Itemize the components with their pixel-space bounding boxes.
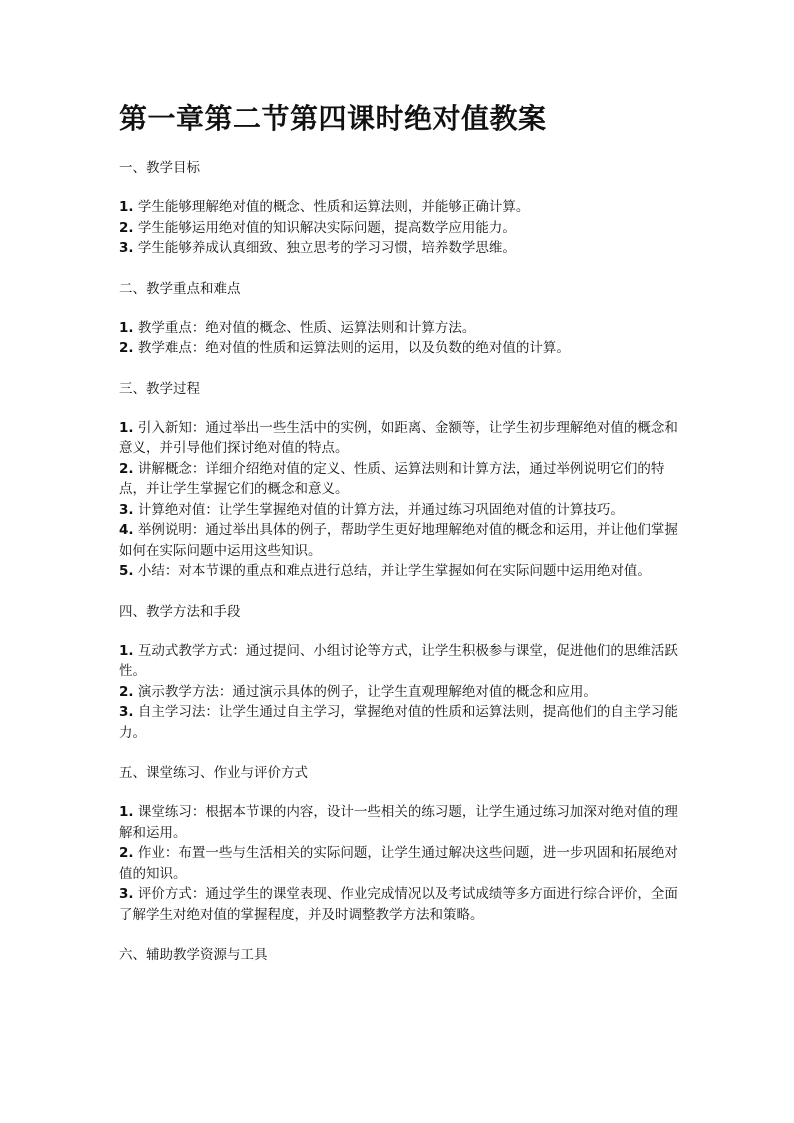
item-number: 3. xyxy=(119,886,134,902)
list-item xyxy=(119,318,679,339)
item-text: 作业：布置一些与生活相关的实际问题，让学生通过解决这些问题，进一步巩固和拓展绝对值的知识。 xyxy=(119,845,678,882)
list-item xyxy=(119,884,679,925)
item-number: 2. xyxy=(119,460,134,477)
section-teaching-methods xyxy=(119,602,679,744)
item-number: 1. xyxy=(119,419,134,436)
item-number: 4. xyxy=(119,522,134,538)
item-text: 讲解概念：详细介绍绝对值的定义、性质、运算法则和计算方法，通过举例说明它们的特点，并让学生掌握它们的概念和意义。 xyxy=(119,460,665,497)
list-item xyxy=(119,561,679,582)
list-item xyxy=(119,418,679,459)
section-heading: 二、教学重点和难点 xyxy=(119,280,241,297)
list-item xyxy=(119,520,679,561)
list-item xyxy=(119,500,679,521)
item-number: 1. xyxy=(119,199,134,215)
item-text: 互动式教学方式：通过提问、小组讨论等方式，让学生积极参与课堂，促进他们的思维活跃性。 xyxy=(119,642,678,679)
list-item xyxy=(119,682,679,703)
list-item xyxy=(119,641,679,682)
item-text: 评价方式：通过学生的课堂表现、作业完成情况以及考试成绩等多方面进行综合评价，全面了解学生对绝对值的掌握程度，并及时调整教学方法和策略。 xyxy=(119,886,678,923)
section-list xyxy=(119,418,679,582)
section-list xyxy=(119,318,679,359)
section-key-points xyxy=(119,279,679,359)
item-number: 5. xyxy=(119,563,134,579)
item-text: 计算绝对值：让学生掌握绝对值的计算方法，并通过练习巩固绝对值的计算技巧。 xyxy=(133,501,624,518)
section-list xyxy=(119,197,679,259)
item-number: 2. xyxy=(119,845,134,861)
section-heading: 三、教学过程 xyxy=(119,380,200,397)
item-number: 2. xyxy=(119,683,134,700)
item-text: 自主学习法：让学生通过自主学习，掌握绝对值的性质和运算法则，提高他们的自主学习能力。 xyxy=(119,704,678,741)
item-text: 学生能够养成认真细致、独立思考的学习习惯，培养数学思维。 xyxy=(133,240,516,256)
list-item xyxy=(119,338,679,359)
item-text: 课堂练习：根据本节课的内容，设计一些相关的练习题，让学生通过练习加深对绝对值的理解和运用。 xyxy=(119,804,678,841)
list-item xyxy=(119,802,679,843)
section-heading: 六、辅助教学资源与工具 xyxy=(119,947,268,963)
item-text: 学生能够运用绝对值的知识解决实际问题，提高数学应用能力。 xyxy=(133,219,516,236)
item-number: 1. xyxy=(119,642,134,659)
list-item xyxy=(119,218,679,239)
section-exercises-evaluation xyxy=(119,763,679,925)
section-heading: 五、课堂练习、作业与评价方式 xyxy=(119,765,308,781)
item-number: 1. xyxy=(119,804,134,820)
section-teaching-goals xyxy=(119,158,679,259)
document-title: 第一章第二节第四课时绝对值教案 xyxy=(119,102,547,135)
item-number: 3. xyxy=(119,704,134,720)
item-text: 小结：对本节课的重点和难点进行总结，并让学生掌握如何在实际问题中运用绝对值。 xyxy=(133,563,651,579)
item-text: 学生能够理解绝对值的概念、性质和运算法则，并能够正确计算。 xyxy=(133,199,530,215)
section-teaching-process xyxy=(119,379,679,582)
item-number: 2. xyxy=(119,340,134,356)
section-list xyxy=(119,802,679,925)
section-resources-tools xyxy=(119,945,679,966)
list-item xyxy=(119,459,679,500)
document-page xyxy=(119,96,679,966)
item-number: 2. xyxy=(119,219,134,236)
item-text: 举例说明：通过举出具体的例子，帮助学生更好地理解绝对值的概念和运用，并让他们掌握如何在实际问题中运用这些知识。 xyxy=(119,522,678,559)
section-heading: 四、教学方法和手段 xyxy=(119,603,241,620)
list-item xyxy=(119,238,679,259)
item-number: 1. xyxy=(119,319,134,336)
list-item xyxy=(119,843,679,884)
item-number: 3. xyxy=(119,501,134,518)
list-item xyxy=(119,197,679,218)
section-list xyxy=(119,641,679,744)
list-item xyxy=(119,702,679,743)
item-text: 演示教学方法：通过演示具体的例子，让学生直观理解绝对值的概念和应用。 xyxy=(133,683,597,700)
section-heading: 一、教学目标 xyxy=(119,160,200,176)
item-text: 教学难点：绝对值的性质和运算法则的运用，以及负数的绝对值的计算。 xyxy=(133,340,570,356)
item-text: 教学重点：绝对值的概念、性质、运算法则和计算方法。 xyxy=(133,319,476,336)
item-text: 引入新知：通过举出一些生活中的实例，如距离、金额等，让学生初步理解绝对值的概念和意义，并引导他们探讨绝对值的特点。 xyxy=(119,419,678,456)
item-number: 3. xyxy=(119,240,134,256)
